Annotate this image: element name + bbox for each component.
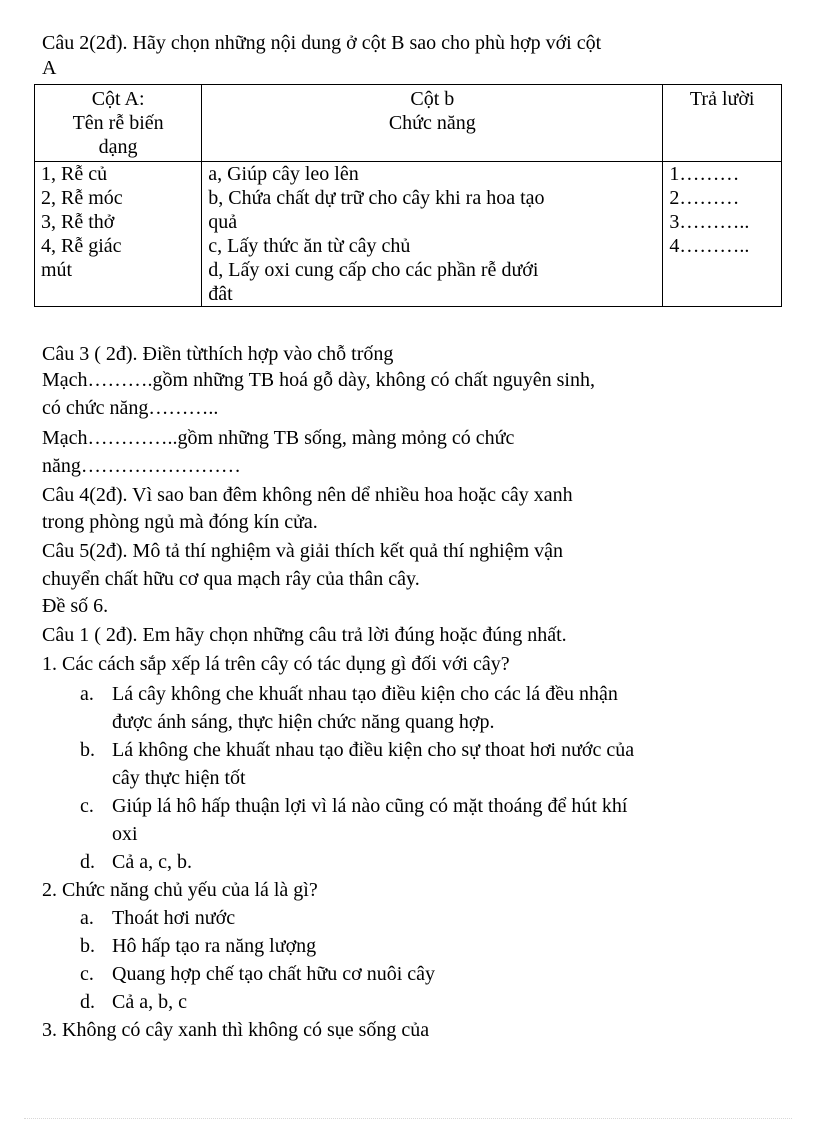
option-marker-d: d. (80, 991, 95, 1013)
header-col-c (663, 85, 782, 162)
option-marker-a: a. (80, 907, 94, 929)
col-a-item: mút (41, 259, 73, 281)
header-col-b (202, 85, 663, 162)
header-col-b-line: Cột b (410, 88, 455, 110)
option-text: Giúp lá hô hấp thuận lợi vì lá nào cũng có mặt thoáng để hút khí (112, 795, 628, 817)
q1-sub2-question: 2. Chức năng chủ yếu của lá là gì? (42, 879, 318, 901)
col-b-item: đât (208, 283, 233, 305)
option-marker-c: c. (80, 963, 94, 985)
q2-title-line-2: A (42, 57, 57, 79)
col-b-item: b, Chứa chất dự trữ cho cây khi ra hoa tạo (208, 187, 545, 209)
option-marker-b: b. (80, 935, 95, 957)
option-text: Lá không che khuất nhau tạo điều kiện cho sự thoat hơi nước của (112, 739, 635, 761)
col-a-item: 2, Rễ móc (41, 187, 123, 209)
option-text: Cả a, c, b. (112, 851, 192, 873)
option-marker-a: a. (80, 683, 94, 705)
col-c-cell (663, 162, 782, 307)
header-col-c-line: Trả lười (689, 88, 755, 110)
option-text: Hô hấp tạo ra năng lượng (112, 935, 317, 957)
col-b-item: a, Giúp cây leo lên (208, 163, 359, 185)
option-text: Thoát hơi nước (112, 907, 236, 929)
col-b-cell (202, 162, 663, 307)
q1-sub1-question: 1. Các cách sắp xếp lá trên cây có tác dụng gì đối với cây? (42, 653, 510, 675)
header-col-a-line: Tên rễ biến (72, 112, 164, 134)
header-col-a (35, 85, 202, 162)
q5-line-1: Câu 5(2đ). Mô tả thí nghiệm và giải thích kết quả thí nghiệm vận (42, 540, 564, 562)
option-marker-b: b. (80, 739, 95, 761)
option-text: oxi (112, 823, 138, 845)
q4-line-1: Câu 4(2đ). Vì sao ban đêm không nên dể nhiều hoa hoặc cây xanh (42, 484, 573, 506)
col-a-item: 3, Rễ thở (41, 211, 115, 233)
col-a-item: 1, Rễ củ (41, 163, 108, 185)
option-text: Quang hợp chế tạo chất hữu cơ nuôi cây (112, 963, 435, 985)
table-body-row (35, 162, 782, 307)
option-text: Lá cây không che khuất nhau tạo điều kiện cho các lá đều nhận (112, 683, 618, 705)
answer-blank: 1……… (669, 163, 740, 185)
page-bottom-divider (24, 1118, 792, 1119)
q3-line-3: Mạch…………..gồm những TB sống, màng mỏng có chức (42, 427, 515, 449)
q1-title: Câu 1 ( 2đ). Em hãy chọn những câu trả lời đúng hoặc đúng nhất. (42, 624, 567, 646)
matching-table (34, 84, 782, 307)
option-marker-c: c. (80, 795, 94, 817)
col-b-item: d, Lấy oxi cung cấp cho các phần rễ dưới (208, 259, 539, 281)
exam-title: Đề số 6. (42, 595, 109, 617)
header-col-a-line: dạng (98, 136, 138, 158)
col-b-item: c, Lấy thức ăn từ cây chủ (208, 235, 411, 257)
answer-blank: 2……… (669, 187, 740, 209)
col-a-cell (35, 162, 202, 307)
col-b-item: quả (208, 211, 238, 233)
q4-line-2: trong phòng ngủ mà đóng kín cửa. (42, 511, 318, 533)
table-header-row (35, 85, 782, 162)
answer-blank: 3……….. (669, 211, 750, 233)
header-col-b-line: Chức năng (388, 112, 476, 134)
q3-line-4: năng…………………… (42, 455, 241, 477)
col-a-item: 4, Rễ giác (41, 235, 122, 257)
option-marker-d: d. (80, 851, 95, 873)
q3-title: Câu 3 ( 2đ). Điền từthích hợp vào chỗ trống (42, 343, 394, 365)
q3-line-2: có chức năng……….. (42, 397, 219, 419)
answer-blank: 4……….. (669, 235, 750, 257)
q1-sub3-question: 3. Không có cây xanh thì không có sụe sống của (42, 1019, 430, 1041)
q3-line-1: Mạch……….gồm những TB hoá gỗ dày, không có chất nguyên sinh, (42, 369, 595, 391)
q5-line-2: chuyển chất hữu cơ qua mạch rây của thân cây. (42, 568, 420, 590)
option-text: Cả a, b, c (112, 991, 187, 1013)
option-text: cây thực hiện tốt (112, 767, 246, 789)
q2-title-line-1: Câu 2(2đ). Hãy chọn những nội dung ở cột B sao cho phù hợp với cột (42, 32, 602, 54)
header-col-a-line: Cột A: (91, 88, 145, 110)
option-text: được ánh sáng, thực hiện chức năng quang hợp. (112, 711, 495, 733)
